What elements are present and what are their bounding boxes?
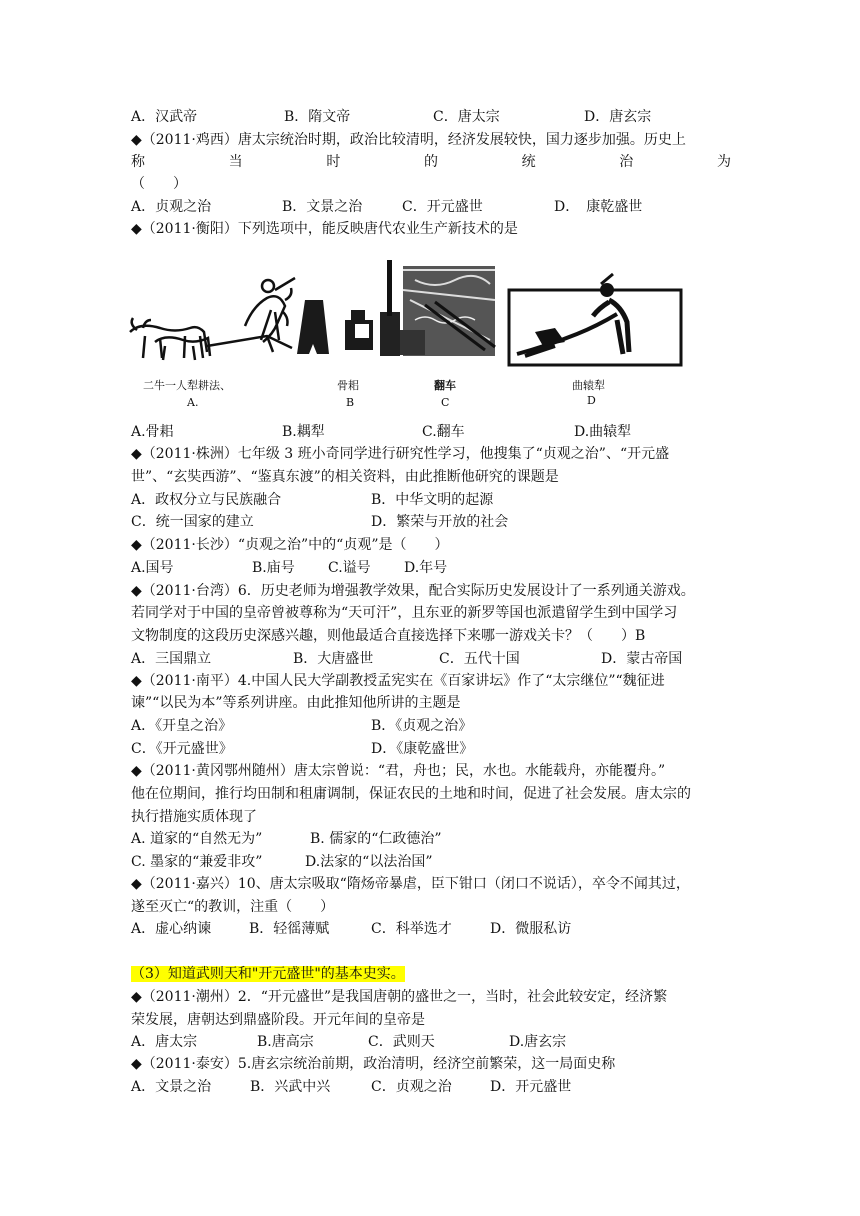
q7-option-b: B. 儒家的“仁政德治” — [310, 831, 442, 847]
q2-options — [131, 421, 731, 443]
caption-a: 二牛一人犁耕法、 — [143, 379, 231, 392]
q6-option-d: D．《康乾盛世》 — [371, 741, 474, 757]
q1-word: 治 — [619, 154, 634, 170]
q5-option-c: C．五代十国 — [439, 651, 520, 667]
q6-options-row1 — [131, 715, 731, 737]
q1-option-d: D． 康乾盛世 — [554, 199, 643, 215]
q5-option-a: A．三国鼎立 — [131, 651, 212, 667]
q10-option-a: A．文景之治 — [131, 1079, 212, 1095]
q1-word: 为 — [716, 154, 731, 170]
q10-option-c: C．贞观之治 — [371, 1079, 452, 1095]
q5-options — [131, 648, 731, 670]
q1-word: 当 — [228, 154, 243, 170]
q2-option-b: B.耦犁 — [282, 424, 325, 440]
q7-option-a: A. 道家的“自然无为” — [131, 831, 263, 847]
q9-option-b: B.唐高宗 — [257, 1034, 314, 1050]
q8-option-b: B．轻徭薄赋 — [249, 921, 330, 937]
letter-d: D — [587, 394, 596, 407]
q5-option-b: B．大唐盛世 — [293, 651, 374, 667]
q3-options-row2 — [131, 511, 731, 533]
q7-stem-line2: 他在位期间，推行均田制和租庸调制，保证农民的土地和时间，促进了社会发展。唐太宗的 — [131, 786, 691, 802]
q9-stem-line1: ◆（2011·潮州）2．“开元盛世”是我国唐朝的盛世之一，当时，社会此较安定，经济繁 — [131, 989, 668, 1005]
q8-options — [131, 918, 731, 940]
q1-stem-line2 — [131, 151, 731, 173]
q1-word: 统 — [521, 154, 536, 170]
q4-option-b: B.庙号 — [252, 560, 295, 576]
q8-option-d: D．微服私访 — [490, 921, 572, 937]
q6-stem-line1: ◆（2011·南平）4.中国人民大学副教授孟宪实在《百家讲坛》作了“太宗继位”“魏征进 — [131, 673, 665, 689]
q6-option-c: C．《开元盛世》 — [131, 741, 233, 757]
q7-option-c: C. 墨家的“兼爱非攻” — [131, 854, 263, 870]
q4-option-a: A.国号 — [131, 560, 174, 576]
q3-stem-line1: ◆（2011·株洲）七年级 3 班小奇同学进行研究性学习，他搜集了“贞观之治”、“开元盛 — [131, 446, 670, 462]
q3-stem-line2: 世”、“玄奘西游”、“鉴真东渡”的相关资料，由此推断他研究的课题是 — [131, 469, 559, 485]
q2-option-c: C.翻车 — [422, 424, 465, 440]
q6-stem-line2: 谏”“以民为本”等系列讲座。由此推知他所讲的主题是 — [131, 695, 461, 711]
q10-stem: ◆（2011·泰安）5.唐玄宗统治前期，政治清明，经济空前繁荣，这一局面史称 — [131, 1056, 616, 1072]
q9-options — [131, 1031, 731, 1053]
section-heading-text: （3）知道武则天和"开元盛世"的基本史实。 — [131, 966, 405, 982]
q8-stem-line2: 遂至灭亡“的教训，注重（ ） — [131, 899, 335, 915]
q1-option-a: A．贞观之治 — [131, 199, 212, 215]
q2-stem: ◆（2011·衡阳）下列选项中，能反映唐代农业生产新技术的是 — [131, 221, 518, 237]
section-heading — [131, 963, 731, 985]
q9-stem-line2: 荣发展，唐朝达到鼎盛阶段。开元年间的皇帝是 — [131, 1012, 425, 1028]
caption-b: 骨耜 — [337, 379, 359, 392]
q1-stem-line1: ◆（2011·鸡西）唐太宗统治时期，政治比较清明，经济发展较快，国力逐步加强。历史上 — [131, 132, 686, 148]
q1-word: 时 — [326, 154, 341, 170]
q7-stem-line1: ◆（2011·黄冈鄂州随州）唐太宗曾说：“君，舟也；民，水也。水能载舟，亦能覆舟。” — [131, 763, 666, 779]
caption-c: 翻车 — [434, 379, 456, 392]
q0-option-b: B．隋文帝 — [284, 109, 351, 125]
square-pallet-chain-pump-drawing — [380, 260, 495, 356]
q6-option-a: A．《开皇之治》 — [131, 718, 233, 734]
q8-option-a: A．虚心纳谏 — [131, 921, 212, 937]
q7-options-row1 — [131, 828, 731, 850]
q4-option-c: C.谥号 — [328, 560, 371, 576]
q5-option-d: D．蒙古帝国 — [601, 651, 683, 667]
q1-options — [131, 196, 731, 218]
q8-option-c: C．科举选才 — [371, 921, 452, 937]
q0-option-d: D．唐玄宗 — [584, 109, 652, 125]
q8-stem-line1: ◆（2011·嘉兴）10、唐太宗吸取“隋炀帝暴虐，臣下钳口（闭口不说话），卒令不闻其过， — [131, 876, 690, 892]
q10-option-b: B．兴武中兴 — [250, 1079, 331, 1095]
caption-d: 曲辕犁 — [572, 379, 605, 392]
q6-options-row2 — [131, 738, 731, 760]
q4-option-d: D.年号 — [404, 560, 448, 576]
q0-option-c: C．唐太宗 — [433, 109, 500, 125]
q1-stem-line3: （ ） — [131, 176, 187, 192]
q5-stem-line3: 文物制度的这段历史深感兴趣，则他最适合直接选择下来哪一游戏关卡？（ ）B — [131, 628, 646, 644]
q3-option-b: B．中华文明的起源 — [371, 492, 494, 508]
q2-option-d: D.曲辕犁 — [574, 424, 632, 440]
letter-c: C — [441, 396, 450, 409]
letter-a: A. — [187, 396, 199, 409]
q1-word: 称 — [131, 154, 145, 170]
q0-option-a: A．汉武帝 — [131, 109, 198, 125]
q1-option-b: B．文景之治 — [282, 199, 363, 215]
q6-option-b: B．《贞观之治》 — [371, 718, 473, 734]
q4-options — [131, 557, 731, 579]
farming-tools-figure — [125, 250, 745, 415]
bone-spade-drawing — [297, 300, 373, 354]
q9-option-c: C．武则天 — [368, 1034, 435, 1050]
q7-stem-line3: 执行措施实质体现了 — [131, 809, 257, 825]
q3-option-a: A．政权分立与民族融合 — [131, 492, 282, 508]
q10-options — [131, 1076, 731, 1098]
q1-word: 的 — [423, 154, 438, 170]
q7-option-d: D.法家的“以法治国” — [305, 854, 433, 870]
letter-b: B — [346, 396, 355, 409]
q3-option-c: C．统一国家的建立 — [131, 514, 254, 530]
q5-stem-line1: ◆（2011·台湾）6．历史老师为增强教学效果，配合实际历史发展设计了一系列通关游戏。 — [131, 583, 695, 599]
q7-options-row2 — [131, 851, 731, 873]
q3-options-row1 — [131, 489, 731, 511]
two-oxen-plow-drawing — [130, 278, 295, 360]
q5-stem-line2: 若同学对于中国的皇帝曾被尊称为“天可汗”，且东亚的新罗等国也派遣留学生到中国学习 — [131, 605, 678, 621]
q9-option-d: D.唐玄宗 — [509, 1034, 567, 1050]
q1-option-c: C．开元盛世 — [402, 199, 483, 215]
q2-option-a: A.骨耜 — [131, 424, 174, 440]
q4-stem: ◆（2011·长沙）“贞观之治”中的“贞观”是（ ） — [131, 537, 449, 553]
q0-options — [131, 106, 731, 128]
q9-option-a: A．唐太宗 — [131, 1034, 198, 1050]
curved-shaft-plow-drawing — [509, 274, 681, 365]
q3-option-d: D．繁荣与开放的社会 — [371, 514, 509, 530]
q10-option-d: D．开元盛世 — [490, 1079, 572, 1095]
